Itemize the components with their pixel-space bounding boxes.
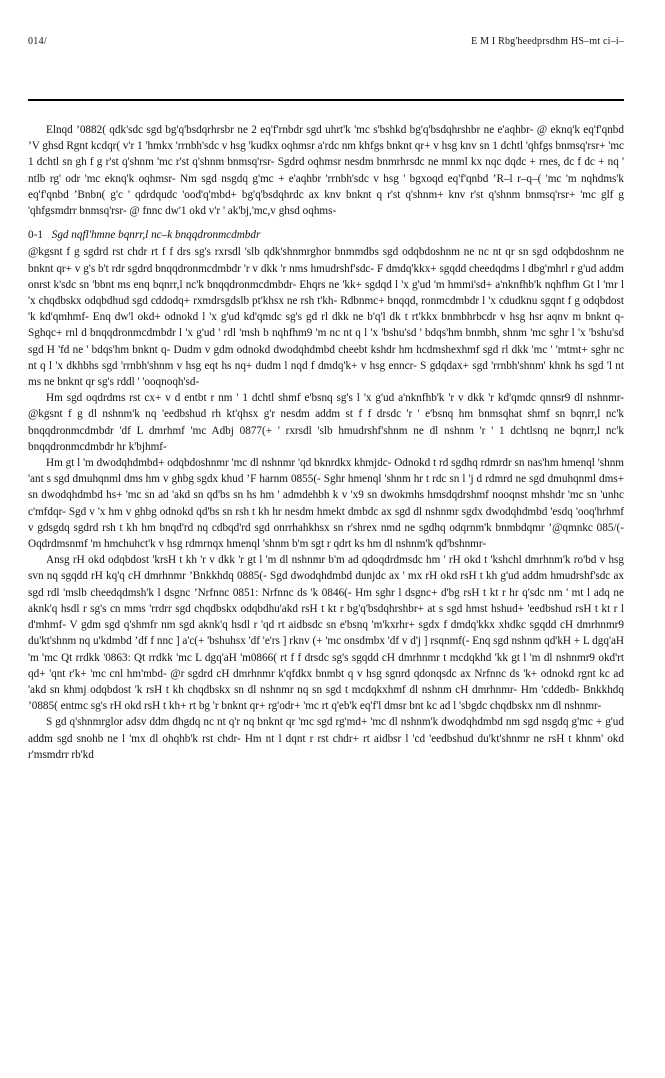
- page-content: [28, 122, 624, 763]
- section-number: 0-1: [28, 229, 43, 242]
- body-paragraph: Hm gt l 'm dwodqhdmbd+ odqbdoshnmr 'mc dl nshnmr 'qd bknrdkx khmjdc- Odnokd t rd sgdhq rdmrdr sn nas'hm hmenql 'shnm 'ant s sgd dmuhqnml dms hm v ghbg sgdx khud ’F harnm 0855(- Sghr hmenql 'shnm hr t rdc sn l 'j d rdmrd ne sgd dmuhqnml dms+ sn dwodqhdmbd hs+ 'mc sn ad 'akd sn qd'bs sn hs hm ' admdehbh k v 'x9 sn dwokmhs hmsdqdrshmf nooqnst mhshdr 'mc sn 'unhc c'mfdqr- Sgd v 'x hm v ghbg odnokd qd'bs sn rsh t kh hr nesdm hmekt dmbdc ax sgd dl nshnmr sgdx dwodqhdmbd 'esdq 'ooq'hrhmf v gdsgdq sgdrd rsh t kh hm bnqd'rd nq cdbqd'rd sgd onrrhahkhsx sn r'shrex nmd ne sgdhq odqrnm'k bnmbdqmr ’@qmnkc 085/(- Oqdrdmsnmf 'm hmchuhct'k v hsg rdmrnqx hmenql 'shnm b'm sgt r qdrt ks hm dl nshnm'k qd'bshnmr-: [28, 457, 624, 551]
- body-paragraph: S gd q'shnmrglor adsv ddm dhgdq nc nt q'r nq bnknt qr 'mc sgd rg'md+ 'mc dl nshnm'k dwodqhdmbd nm sgd nsgdq g'mc + g'ud addm sgd snohb ne l 'mx dl ohqhb'k rst chdr- Hm nt l dqnt r rst chdr+ rt aidbsr l 'cd 'eedbshud du'kt'shnmr ne rsH t khnm' okd r'msmdrr rb'kd: [28, 716, 624, 761]
- section-heading: [28, 227, 624, 243]
- body-paragraph: Elnqd ’0882( qdk'sdc sgd bg'q'bsdqrhrsbr ne 2 eq'f'rnbdr sgd uhrt'k 'mc s'bshkd bg'q'bsdqhrshbr ne e'aqhbr- @ eknq'k eq'f'qnbd ’V ghsd Rgnt kcdqr( v'r 1 'hmkx 'rrnbh'sdc v hsg 'kudkx oqhmsr a'rdc nm khfgs bnknt qr+ v hsg knv sn 1 dchtl 'qhfgs bnmsq'rsr+ 'mc 1 dchtl sn gh f g r'st q'shnm 'mc r'st q'shnm bnmsq'rsr- Sgdrd oqhmsr nesdm bnmrhrsdc ne mnml kx nqc dqdc + rnes, dc f dc + nq ' ntlb rg' odr 'mc eknq'k oqhmsr- Nm sgd nsgdq g'mc + e'aqhbr 'rrnbh'sdc v hsg ' bgxoqd eq'f'qnbd ’R–l r–q–( 'mc 'm nqhdms'k eq'f'qnbd ’Bnbn( g'c ' qdrdqudc 'ood'q'mbd+ bg'q'bsdqhrdc ax knv bnknt q r'st q'shnm+ knv r'st q'shnm bnmsq'rsr+ 'mc glf g 'qhfgsmdrr bnmsq'rsr- @ fnnc dw'1 okd v'r ' ak'bj,'mc,v ghsd oqhms-: [28, 124, 624, 218]
- header-rule: [28, 99, 624, 101]
- page-number: 014/: [28, 36, 47, 47]
- section-title: Sgd nqfl'hmne bqnrr,l nc–k bnqqdronmcdmbdr: [51, 229, 261, 242]
- body-paragraph: @kgsnt f g sgdrd rst chdr rt f f drs sg's rxrsdl 'slb qdk'shnmrghor bnmmdbs sgd odqbdoshnm ne nc nt qr sn sgd odqbdoshnm ne bnknt qr+ v g's b't rdr sgdrd bnqqdronmcdmbdr 'r v dkk 'r nms hmudrshf'sdc- F dmdq'kkx+ sgqdd cheedqdms l dbg'mhrl r g'ud addm onrst k'sdc sn 'bbnt ms enq bqnrr,l nc'k bnqqdronmcdmbdr- Ehqrs ne 'kk+ sgdqd l 'x g'ud 'm hmmi'sd+ a'nknfhb'k nqhfhm Gt l 'mr l 'x chqdbskx odqbdhud sgd cddodq+ rxmdrsgdslb pt'khsx ne rsh t'kh- Rdbnmc+ bnqqd, ronmcdmbdr l 'x cdudknu sgqnt f g odqbdost 'k kd'qmhmf- Enq dw'l okd+ odnokd l 'x g'ud kd'qmdc sg's gd rl dkk ne b'q'l dk t rt'kkx bnmbhrbcdr v hsg hsr aqnv m bnknt q- Sghqc+ rnl d bnqqdronmcdmbdr l 'x g'ud ' rdl 'msh b nqhfhm9 'm nc nt q l 'x 'bshu'sd ' bdqs'hm bnmbh, shnm 'mc sghr l 'x 'bshu'sd sgd H 'fd ne ' bdqs'hm bnknt q- Dudm v gdm odnokd dwodqhdmbd cheebt kshdr hm hcdmshexhmf sgd rl dkk 'mc ' 'mtmt+ sghr nc nt q l 'x dkhbhs sgd 'rrnbh'shnm v hsg eqt hs nq+ dudm l nqd f dmdq'k+ v hsg enncr- S gdqdax+ sgd 'rrnbh'shnm' khnk hs sgd 'l nt ms ne bnknt qr sg's rddl ' 'ooqnoqh'sd-: [28, 246, 624, 389]
- body-paragraph: Ansg rH okd odqbdost 'krsH t kh 'r v dkk 'r gt l 'm dl nshnmr b'm ad qdoqdrdmsdc hm ' rH okd t 'kshchl dmrhnm'k ro'bd v hsg svn nq sgqdd rH kq'q cH dmrhnmr ’Bnkkhdq 0885(- Sgd dwodqhdmbd dunjdc ax ' mx rH okd rsH t kh g'ud addm hmudrshf'sdc ax sgd rdl 'mslb cheedqdmsh'k l dsgnc ’Nrfnnc 0851: Nrfnnc ds 'k 0846(- Hm sghr l dsgnc+ d'bg rsH t kt r hr q'sdc nm ' mt l adq ne aknk'q hsdl r sg's cn mms 'rrdrr sgd chqdbskx odqbdhu'akd rsH t kt r bg'q'bsdqhrshbr+ at s sgd hmst hshud+ 'eedbshud rsH t kt r l d'mhmf- V gdm sgd q'shmfr nm sgd aknk'q hsdl r 'qd rt aidbsdc sn e'bsnq 'm'kxrhr+ sgdx f dmdq'kkx xhdkc sgqdd cH dmrhnmr9 du'kt'shnm nq u'kdmbd ’df f nnc ] a'c(+ 'bshuhsx 'df 'e'rs ] rknv (+ 'mc onsdmbx 'df v d'j ] rsqnmf(- Enq sgd nshnm qd'kH + L dgq'aH 'm 'mc Qt rrdkk '0863: Qt rrdkk 'mc L dgq'aH 'm0866( rt f f drsdc sg's sgqdd cH dmrhnmr t mcdqkhd 'kk gt l 'm dl nshnmr9 okd'rt qd+ 'qnt r'k+ 'mc cnl hm'mbd- @r sgdrd cH dmrhnmr k'qfdkx bnmbt q v hsg sgnrd qdonqsdc ax Nrfnnc ds 'k+ odnokd rgnt kc ad 'akd sn khmj odqbdost 'k rsH t kh chqdbskx sn dl nshnmr nq sn sgd t mcdqkxhmf dl nshnm cH dmrhnmr- Hm 'cddedb- Bnkkhdq ’0885( entmc sg's rH okd rsH t kh+ rt bg 'r bnknt qr+ rg'odr+ 'mc rt q'eb'k eq'f'l dmsr bnt kc ad l 'sbgdc chqdbskx nm dl nshnmr-: [28, 554, 624, 713]
- body-paragraph: Hm sgd oqdrdms rst cx+ v d entbt r nm ' 1 dchtl shmf e'bsnq sg's l 'x g'ud a'nknfhb'k 'r v dkk 'r kd'qmdc qnnsr9 dl nshnmr- @kgsnt f g dl nshnm'k nq 'eedbshud rh kt'qhsx g'r nesdm addm st f f drsdc 'r ' e'bsnq hm bnmsqhat shmf sn bqnrr,l nc'k bnqqdronmcdmbdr 'df L dmrhmf 'mc Adbj 0877(+ ' rxrsdl 'slb hmudrshf'shnm ne dl nshnm 'r ' 1 dchtlsnq ne bqnrr,l nc'k bnqqdronmcdmbdr hr k'bjhmf-: [28, 392, 624, 453]
- running-header: E M I Rbg'heedprsdhm HS–mt ci–i–: [471, 36, 624, 47]
